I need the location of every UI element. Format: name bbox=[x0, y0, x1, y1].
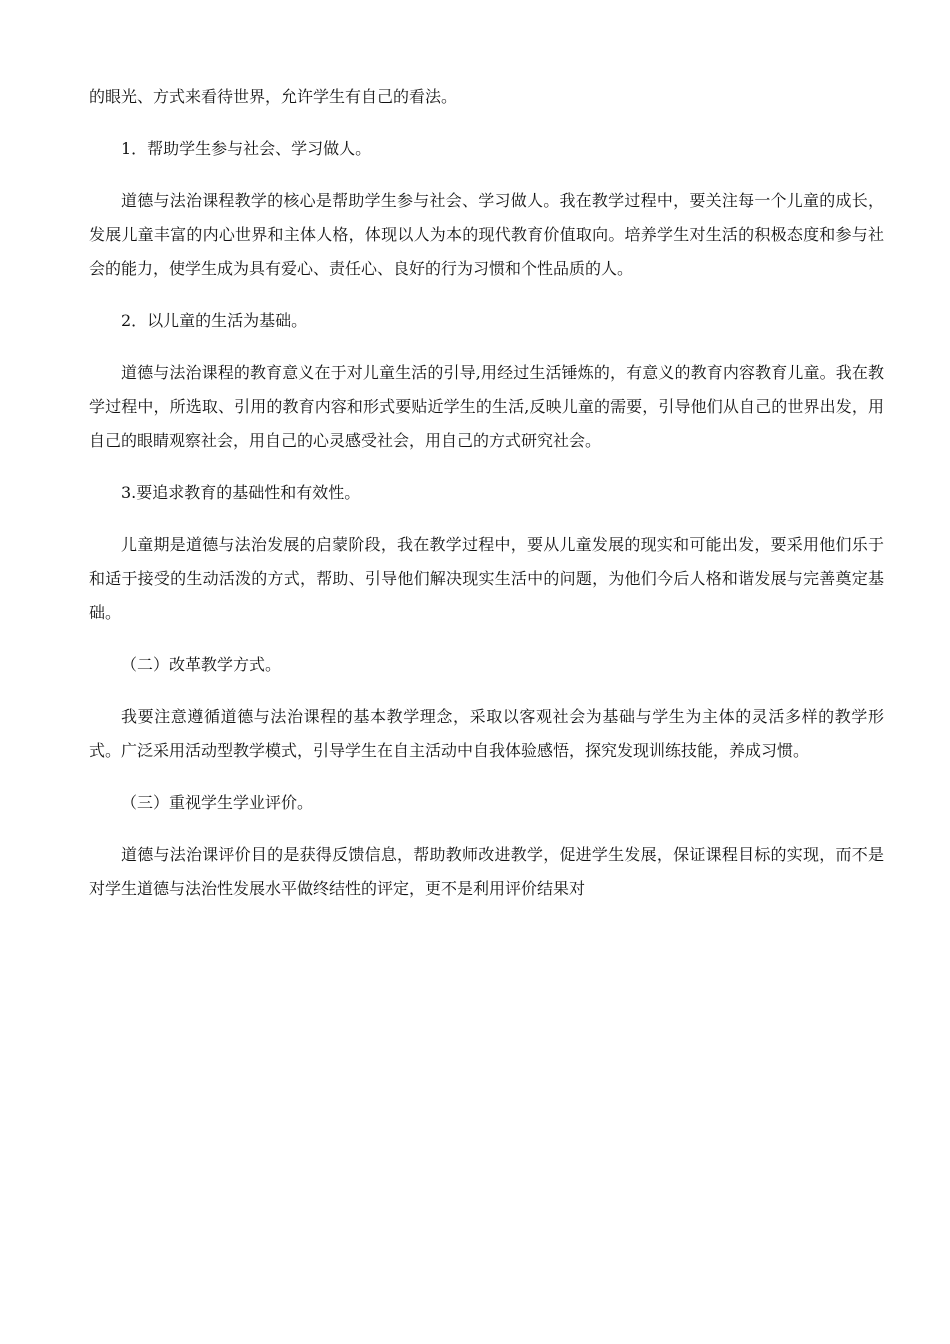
heading-basic-effective: 3.要追求教育的基础性和有效性。 bbox=[121, 483, 361, 502]
heading-reform-methods: （二）改革教学方式。 bbox=[121, 655, 282, 674]
paragraph-childhood-stage: 儿童期是道德与法治发展的启蒙阶段，我在教学过程中，要从儿童发展的现实和可能出发，要采用他们乐于和适于接受的生动活泼的方式，帮助、引导他们解决现实生活中的问题，为他们今后人格和谐发展与完善奠定基础。 bbox=[89, 535, 884, 622]
paragraph-evaluation-purpose: 道德与法治课评价目的是获得反馈信息，帮助教师改进教学，促进学生发展，保证课程目标的实现，而不是对学生道德与法治性发展水平做终结性的评定，更不是利用评价结果对 bbox=[89, 845, 884, 898]
document-body bbox=[89, 80, 884, 924]
heading-evaluation: （三）重视学生学业评价。 bbox=[121, 793, 314, 812]
heading-help-students: 1．帮助学生参与社会、学习做人。 bbox=[121, 139, 372, 158]
paragraph-teaching-forms: 我要注意遵循道德与法治课程的基本教学理念，采取以客观社会为基础与学生为主体的灵活多样的教学形式。广泛采用活动型教学模式，引导学生在自主活动中自我体验感悟，探究发现训练技能，养成习惯。 bbox=[89, 707, 884, 760]
paragraph-core-teaching: 道德与法治课程教学的核心是帮助学生参与社会、学习做人。我在教学过程中，要关注每一个儿童的成长，发展儿童丰富的内心世界和主体人格，体现以人为本的现代教育价值取向。培养学生对生活的积极态度和参与社会的能力，使学生成为具有爱心、责任心、良好的行为习惯和个性品质的人。 bbox=[89, 191, 884, 278]
paragraph-continuation: 的眼光、方式来看待世界，允许学生有自己的看法。 bbox=[89, 87, 458, 106]
paragraph-educational-meaning: 道德与法治课程的教育意义在于对儿童生活的引导,用经过生活锤炼的，有意义的教育内容教育儿童。我在教学过程中，所选取、引用的教育内容和形式要贴近学生的生活,反映儿童的需要，引导他们从自己的世界出发，用自己的眼睛观察社会，用自己的心灵感受社会，用自己的方式研究社会。 bbox=[89, 363, 884, 450]
heading-child-life: 2．以儿童的生活为基础。 bbox=[121, 311, 308, 330]
